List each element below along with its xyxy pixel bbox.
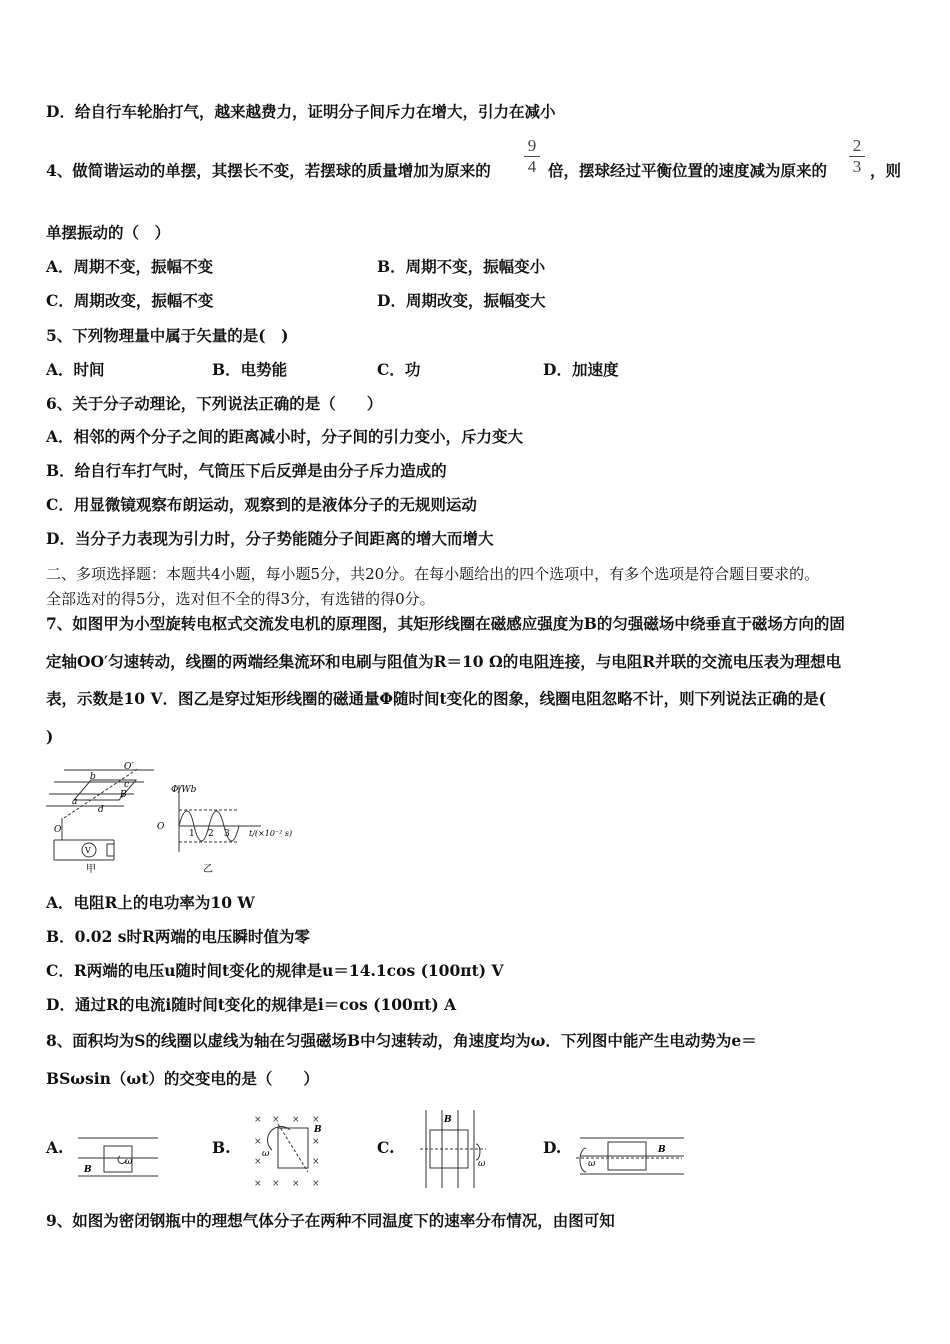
svg-text:×: × <box>254 1137 262 1147</box>
q6-option-c: C．用显微镜观察布朗运动，观察到的是液体分子的无规则运动 <box>46 495 477 514</box>
section2-line2: 全部选对的得5分，选对但不全的得3分，有选错的得0分。 <box>46 590 435 608</box>
jia-label-b: b <box>90 772 96 782</box>
q6-option-a: A．相邻的两个分子之间的距离减小时，分子间的引力变小，斥力变大 <box>46 427 524 446</box>
q7-line3: 表，示数是10 V．图乙是穿过矩形线圈的磁通量Φ随时间t变化的图象，线圈电阻忽略不计，则下列说法正确的是( <box>46 689 826 708</box>
q4-stem-line2: 单摆振动的（ ） <box>46 223 171 242</box>
jia-label-c: c <box>124 780 130 790</box>
frac2-numerator: 2 <box>852 136 862 155</box>
jia-label-o: O <box>54 825 62 835</box>
q9-stem: 9、如图为密闭钢瓶中的理想气体分子在两种不同温度下的速率分布情况，由图可知 <box>46 1211 615 1230</box>
q6-stem: 6、关于分子动理论，下列说法正确的是（ ） <box>46 394 383 413</box>
jia-label-o-prime: O′ <box>124 762 134 772</box>
q5-option-c: C．功 <box>377 360 421 379</box>
yi-origin: O <box>157 822 165 832</box>
q8b-b-label: B <box>314 1125 322 1135</box>
yi-caption: 乙 <box>203 864 213 875</box>
q8c-omega: ω <box>478 1159 486 1169</box>
q7-figure-jia <box>44 760 164 875</box>
q4-stem-part1: 4、做简谐运动的单摆，其摆长不变，若摆球的质量增加为原来的 <box>46 161 491 180</box>
q8a-omega: ω <box>125 1157 133 1167</box>
frac2-denominator: 3 <box>852 157 862 176</box>
q5-option-a: A．时间 <box>46 360 105 379</box>
q6-option-b: B．给自行车打气时，气筒压下后反弹是由分子斥力造成的 <box>46 461 447 480</box>
q8-figure-a <box>76 1128 160 1190</box>
q7-option-c: C．R两端的电压u随时间t变化的规律是u＝14.1cos (100πt) V <box>46 961 504 980</box>
q8-label-d: D. <box>543 1138 562 1157</box>
q8d-omega: ω <box>588 1159 596 1169</box>
svg-text:×: × <box>292 1179 300 1189</box>
q8-figure-c <box>418 1108 488 1190</box>
voltmeter-icon: V <box>85 846 91 855</box>
yi-y-label: Φ/Wb <box>171 785 197 795</box>
q4-stem <box>46 160 491 182</box>
q8-line2: BSωsin（ωt）的交变电的是（ ） <box>46 1069 319 1088</box>
yi-tick-3: 3 <box>224 829 230 839</box>
yi-tick-2: 2 <box>208 829 214 839</box>
yi-x-label: t/(×10⁻² s) <box>249 829 293 838</box>
svg-text:×: × <box>254 1115 262 1125</box>
q8-figure-d <box>574 1128 686 1190</box>
q4-fraction-1 <box>524 137 540 176</box>
section2-line1: 二、多项选择题：本题共4小题，每小题5分，共20分。在每小题给出的四个选项中，有多个选项是符合题目要求的。 <box>46 565 820 583</box>
q4-option-d: D．周期改变，振幅变大 <box>377 291 546 310</box>
q8-figure-b <box>250 1110 330 1190</box>
jia-label-d: d <box>98 805 104 815</box>
svg-text:×: × <box>312 1137 320 1147</box>
q4-option-a: A．周期不变，振幅不变 <box>46 257 214 276</box>
q6-option-d: D．当分子力表现为引力时，分子势能随分子间距离的增大而增大 <box>46 529 494 548</box>
q4-stem-part3: ，则 <box>870 161 902 180</box>
q5-option-d: D．加速度 <box>543 360 619 379</box>
q5-stem: 5、下列物理量中属于矢量的是( ) <box>46 326 289 345</box>
q7-line1: 7、如图甲为小型旋转电枢式交流发电机的原理图，其矩形线圈在磁感应强度为B的匀强磁场中绕垂直于磁场方向的固 <box>46 614 845 633</box>
q5-option-b: B．电势能 <box>212 360 288 379</box>
q3-option-d: D．给自行车轮胎打气，越来越费力，证明分子间斥力在增大，引力在减小 <box>46 102 556 121</box>
svg-text:×: × <box>312 1157 320 1167</box>
q8-label-b: B. <box>212 1138 231 1157</box>
q7-option-a: A．电阻R上的电功率为10 W <box>46 893 255 912</box>
q8b-omega: ω <box>262 1149 270 1159</box>
q7-line2: 定轴OO′匀速转动，线圈的两端经集流环和电刷与阻值为R＝10 Ω的电阻连接，与电阻R并联的交流电压表为理想电 <box>46 652 842 671</box>
jia-label-a: a <box>72 797 78 807</box>
q8-label-c: C. <box>377 1138 395 1157</box>
q4-stem-part2: 倍，摆球经过平衡位置的速度减为原来的 <box>548 161 828 180</box>
svg-text:×: × <box>272 1179 280 1189</box>
svg-text:×: × <box>312 1115 320 1125</box>
q8c-b-label: B <box>444 1115 452 1125</box>
q8-label-a: A. <box>46 1138 64 1157</box>
q8d-b-label: B <box>658 1145 666 1155</box>
q4-option-c: C．周期改变，振幅不变 <box>46 291 214 310</box>
jia-label-B: B <box>120 790 127 800</box>
svg-text:×: × <box>292 1115 300 1125</box>
q7-figure-yi <box>155 780 305 875</box>
q7-option-d: D．通过R的电流i随时间t变化的规律是i＝cos (100πt) A <box>46 995 457 1014</box>
svg-text:×: × <box>272 1115 280 1125</box>
q7-option-b: B．0.02 s时R两端的电压瞬时值为零 <box>46 927 310 946</box>
q8-line1: 8、面积均为S的线圈以虚线为轴在匀强磁场B中匀速转动，角速度均为ω．下列图中能产生电动势为e＝ <box>46 1031 757 1050</box>
svg-text:×: × <box>254 1157 262 1167</box>
jia-caption: 甲 <box>86 864 96 875</box>
svg-text:×: × <box>254 1179 262 1189</box>
frac1-denominator: 4 <box>527 157 537 176</box>
q4-option-b: B．周期不变，振幅变小 <box>377 257 546 276</box>
q7-line4: ) <box>46 727 54 746</box>
yi-tick-1: 1 <box>189 829 195 839</box>
svg-text:×: × <box>312 1179 320 1189</box>
q4-fraction-2 <box>849 137 865 176</box>
q8a-b-label: B <box>84 1165 92 1175</box>
frac1-numerator: 9 <box>527 136 537 155</box>
